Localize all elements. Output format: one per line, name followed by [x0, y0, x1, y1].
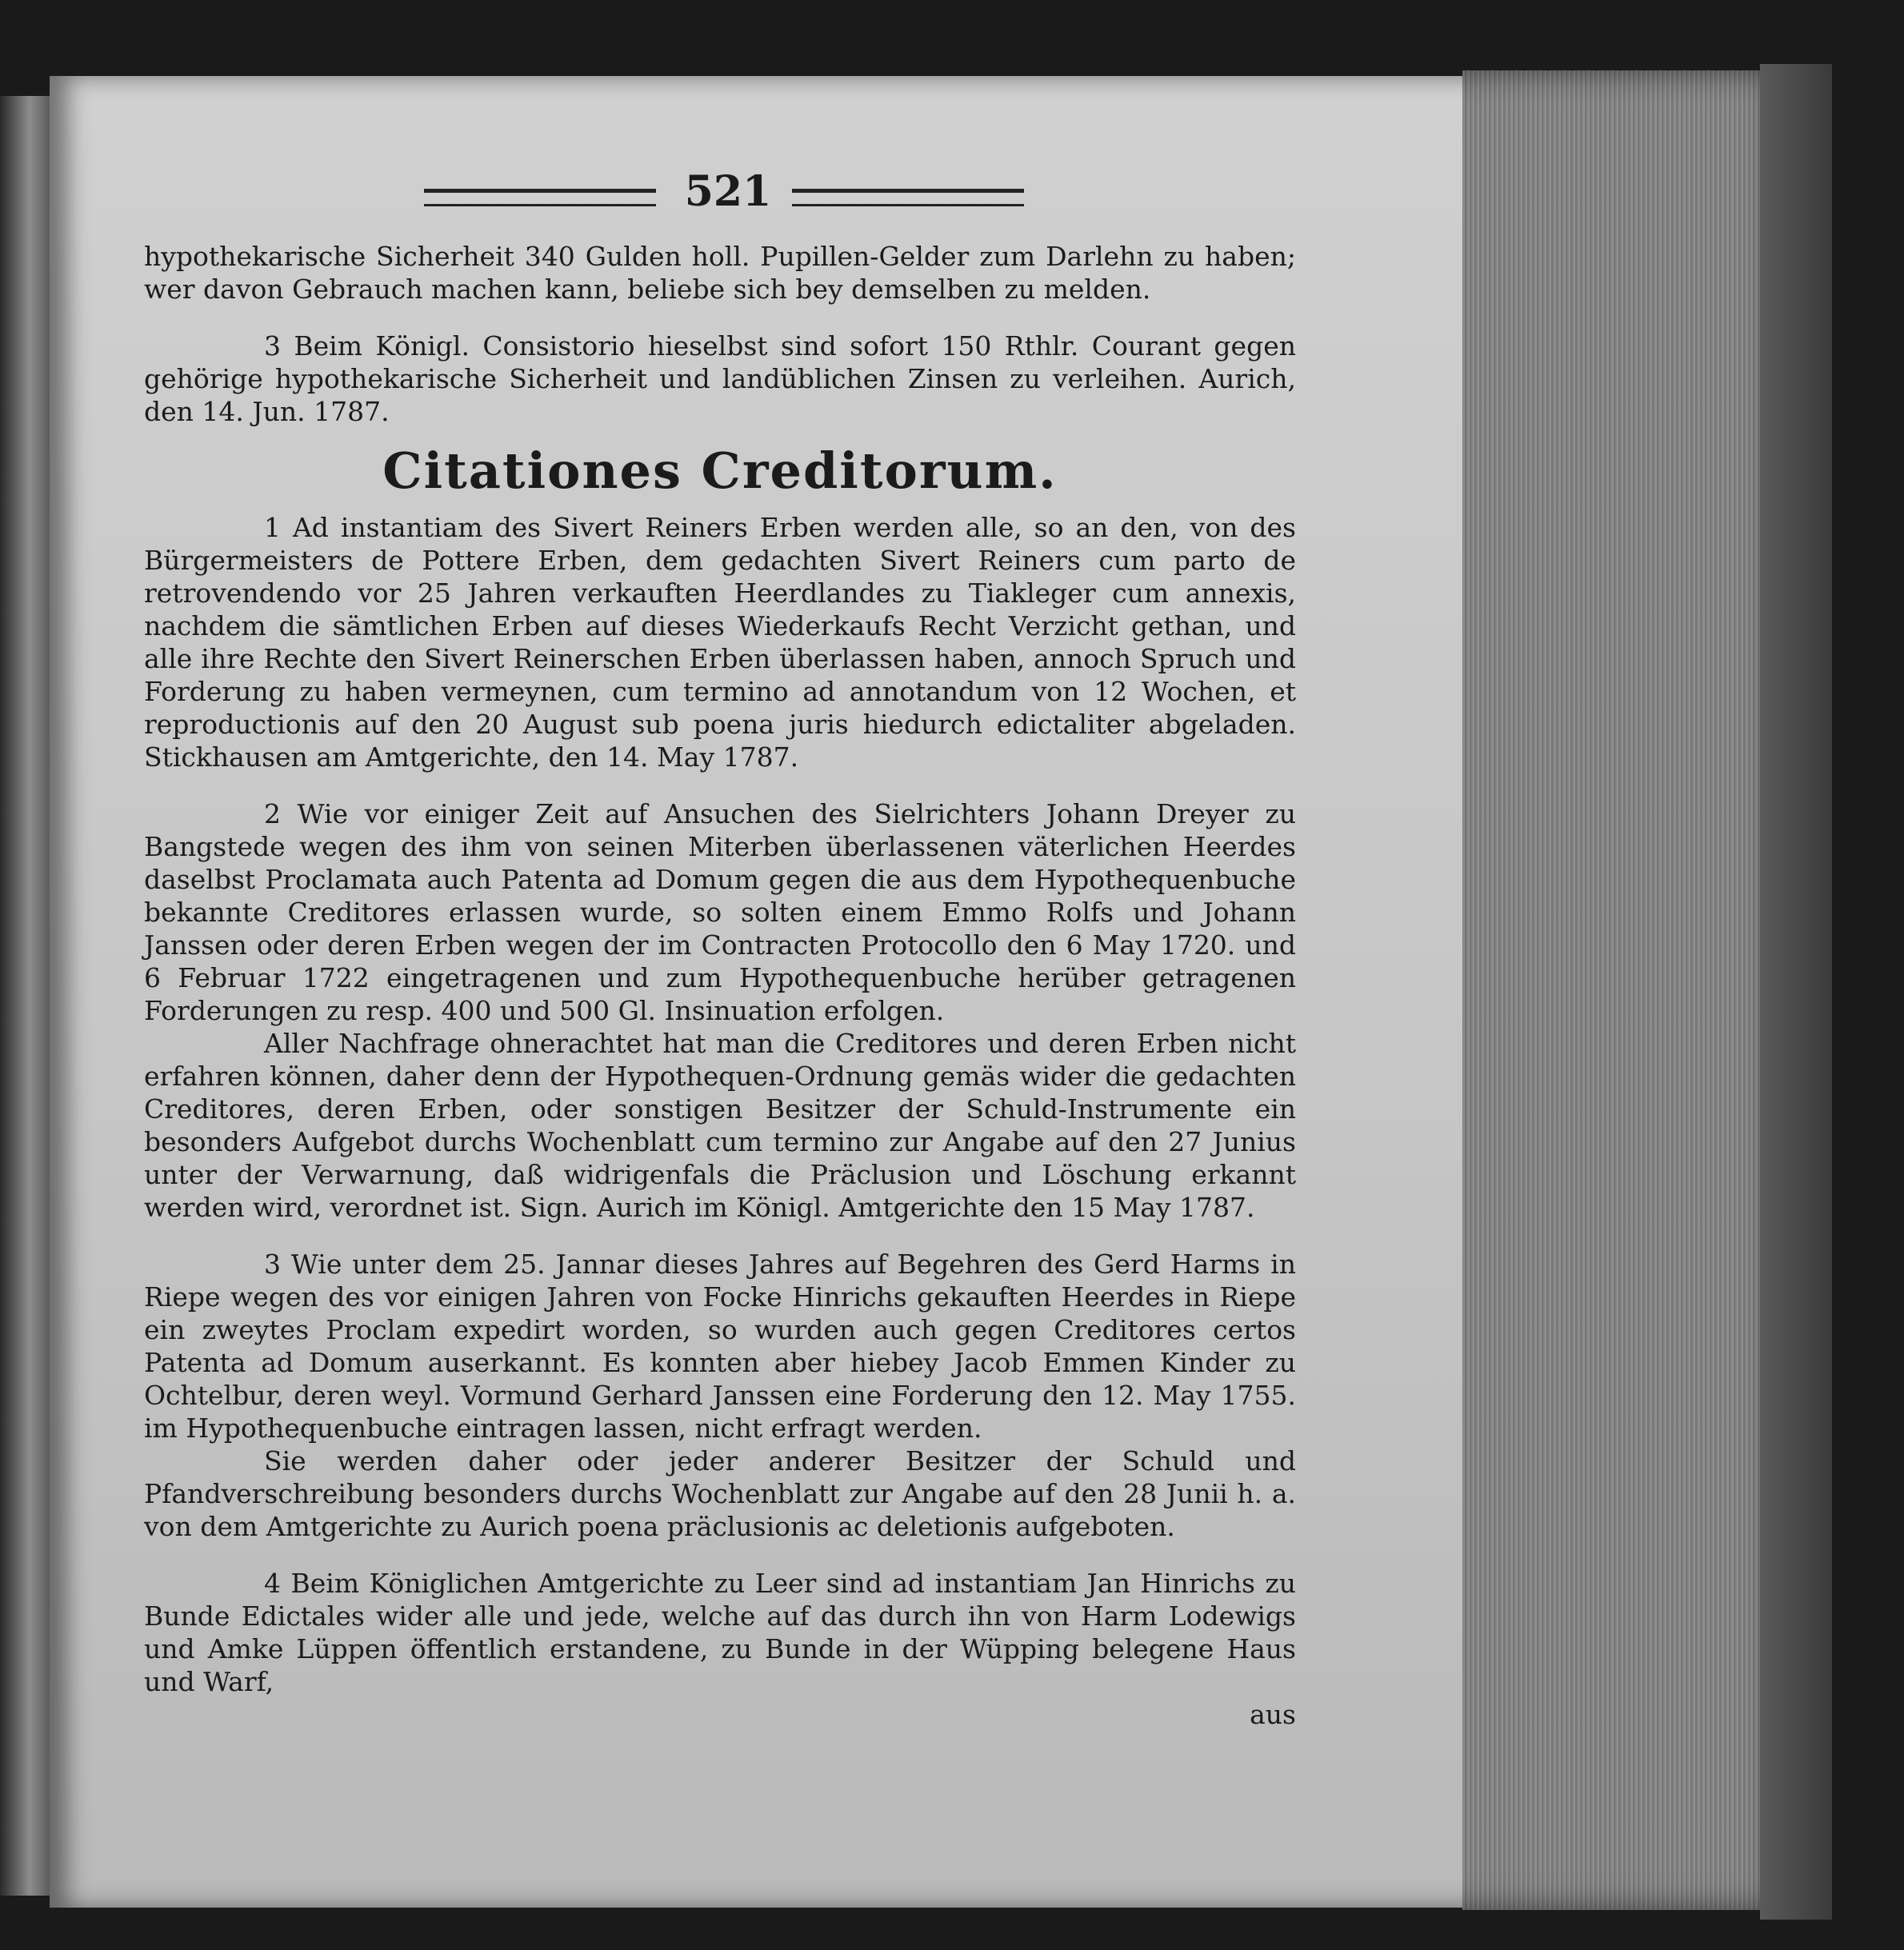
- page-number: 521: [684, 167, 772, 216]
- section-heading: Citationes Creditorum.: [382, 442, 1058, 500]
- paragraph-consistorio: 3 Beim Königl. Consistorio hieselbst sind sofort 150 Rthlr. Courant gegen gehörige hypothekarische Sicherheit und landüblichen Zinsen zu verleihen. Aurich, den 14. Jun. 1787.: [144, 330, 1296, 427]
- header-rule-left: [424, 189, 656, 206]
- paragraph-2: 2 Wie vor einiger Zeit auf Ansuchen des Sielrichters Johann Dreyer zu Bangstede wegen des ihm von seinen Miterben überlassenen väterlichen Heerdes daselbst Proclamata auch Patenta ad Domum gegen die aus dem Hypothequenbuche bekannte Creditores erlassen wurde, so solten einem Emmo Rolfs und Johann Janssen oder deren Erben wegen der im Contracten Protocollo den 6 May 1720. und 6 Februar 1722 eingetragenen und zum Hypothequenbuche herüber getragenen Forderungen zu resp. 400 und 500 Gl. Insinuation erfolgen.: [144, 798, 1296, 1026]
- book-cover-edge: [1760, 64, 1832, 1920]
- page-text: [144, 240, 1296, 1731]
- page-block-edge: [1462, 70, 1798, 1910]
- paragraph-1: 1 Ad instantiam des Sivert Reiners Erben werden alle, so an den, von des Bürgermeisters de Pottere Erben, dem gedachten Sivert Reiners cum parto de retrovendendo vor 25 Jahren verkauften Heerdlandes zu Tiakleger cum annexis, nachdem die sämtlichen Erben auf dieses Wiederkaufs Recht Verzicht gethan, und alle ihre Rechte den Sivert Reinerschen Erben überlassen haben, annoch Spruch und Forderung zu haben vermeynen, cum termino ad annotandum von 12 Wochen, et reproductionis auf den 20 August sub poena juris hiedurch edictaliter abgeladen. Stickhausen am Amtgerichte, den 14. May 1787.: [144, 512, 1296, 773]
- paragraph-2-continued: Aller Nachfrage ohnerachtet hat man die Creditores und deren Erben nicht erfahren können, daher denn der Hypothequen-Ordnung gemäs wider die gedachten Creditores, deren Erben, oder sonstigen Besitzer der Schuld-Instrumente ein besonders Aufgebot durchs Wochenblatt cum termino zur Angabe auf den 27 Junius unter der Verwarnung, daß widrigenfals die Präclusion und Löschung erkannt werden wird, verordnet ist. Sign. Aurich im Königl. Amtgerichte den 15 May 1787.: [144, 1028, 1296, 1223]
- left-page-edge: [0, 96, 50, 1896]
- paragraph-3-continued: Sie werden daher oder jeder anderer Besitzer der Schuld und Pfandverschreibung besonders durchs Wochenblatt zur Angabe auf den 28 Junii h. a. von dem Amtgerichte zu Aurich poena präclusionis ac deletionis aufgeboten.: [144, 1445, 1296, 1542]
- header-rule-right: [792, 189, 1024, 206]
- paragraph-continued: hypothekarische Sicherheit 340 Gulden holl. Pupillen-Gelder zum Darlehn zu haben; wer davon Gebrauch machen kann, beliebe sich bey demselben zu melden.: [144, 241, 1296, 305]
- page-header: [424, 168, 1032, 216]
- catchword: aus: [1250, 1699, 1296, 1730]
- paragraph-4: 4 Beim Königlichen Amtgerichte zu Leer sind ad instantiam Jan Hinrichs zu Bunde Edictales wider alle und jede, welche auf das durch ihn von Harm Lodewigs und Amke Lüppen öffentlich erstandene, zu Bunde in der Wüpping belegene Haus und Warf,: [144, 1568, 1296, 1697]
- paragraph-3: 3 Wie unter dem 25. Jannar dieses Jahres auf Begehren des Gerd Harms in Riepe wegen des vor einigen Jahren von Focke Hinrichs gekauften Heerdes in Riepe ein zweytes Proclam expedirt worden, so wurden auch gegen Creditores certos Patenta ad Domum auserkannt. Es konnten aber hiebey Jacob Emmen Kinder zu Ochtelbur, deren weyl. Vormund Gerhard Janssen eine Forderung den 12. May 1755. im Hypothequenbuche eintragen lassen, nicht erfragt werden.: [144, 1249, 1296, 1444]
